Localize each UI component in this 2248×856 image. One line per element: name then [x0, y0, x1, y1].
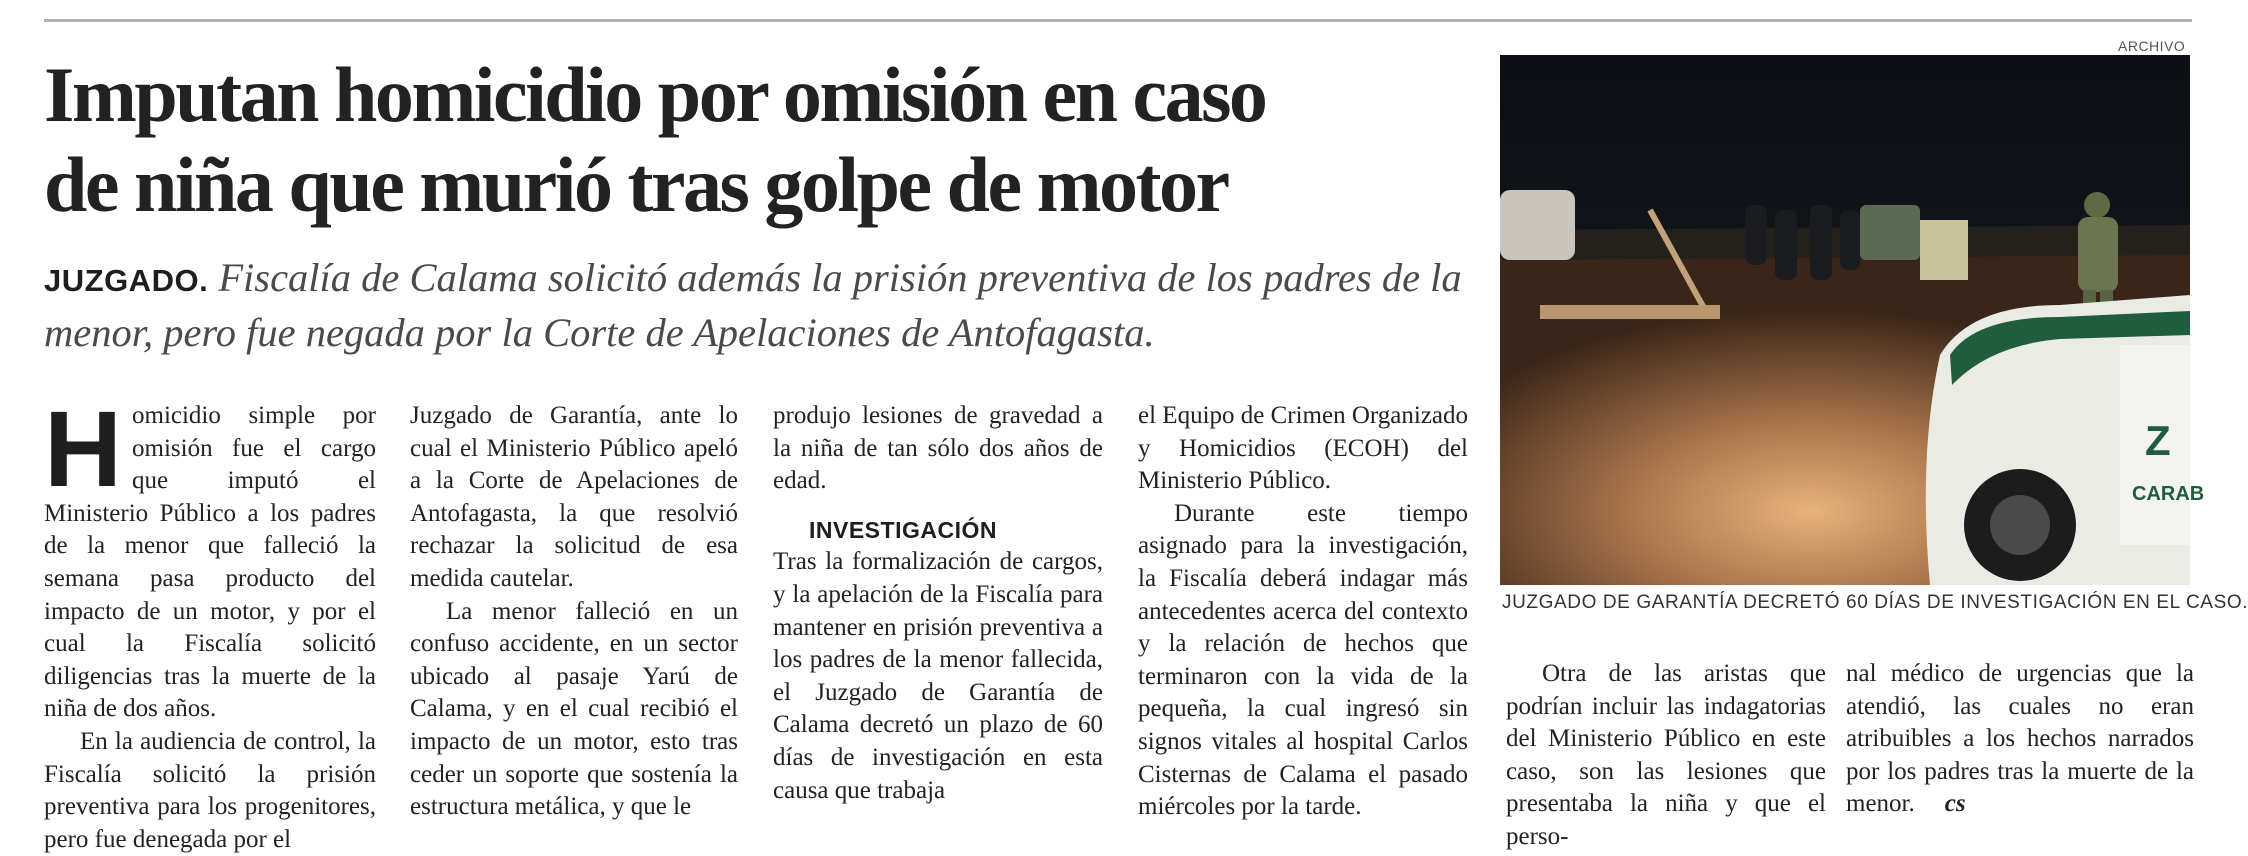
paragraph-text: omicidio simple por omisión fue el cargo que imputó el Ministerio Público a los padres de la menor que falleció la semana pasa producto del impacto de un motor, y por el cual la Fiscalía solicitó diligencias tras la muerte de la niña de dos años.	[44, 402, 376, 723]
paragraph: Otra de las aristas que podrían incluir las indagatorias del Ministerio Público en este caso, son las lesiones que presentaba la niña y que el perso-	[1506, 660, 1826, 850]
paragraph: Durante este tiempo asignado para la investigación, la Fiscalía deberá indagar más antecedentes acerca del contexto y la relación de hechos que terminaron con la vida de la pequeña, la cual ingresó sin signos vitales al hospital Carlos Cisternas de Calama el pasado miércoles por la tarde.	[1138, 499, 1468, 821]
paragraph: el Equipo de Crimen Organizado y Homicidios (ECOH) del Ministerio Público.	[1138, 402, 1469, 495]
paragraph	[44, 388, 376, 726]
photo-caption: JUZGADO DE GARANTÍA DECRETÓ 60 DÍAS DE INVESTIGACIÓN EN EL CASO.	[1502, 592, 2248, 613]
end-mark: cs	[1944, 790, 1966, 818]
paragraph: Tras la formalización de cargos, y la apelación de la Fiscalía para mantener en prisión preventiva a los padres de la menor fallecida, el Juzgado de Garantía de Calama decretó un plazo de 60 días de investigación en esta causa que trabaja	[773, 548, 1103, 804]
article-column-5	[1506, 658, 1826, 854]
kicker: JUZGADO.	[44, 263, 209, 298]
headline	[44, 50, 1494, 230]
subheadline-text: Fiscalía de Calama solicitó además la prisión preventiva de los padres de la menor, pero fue negada por la Corte de Apelaciones de Antofagasta.	[44, 255, 1462, 355]
paragraph-text: nal médico de urgencias que la atendió, las cuales no eran atribuibles a los hechos narrados por los padres tras la muerte de la menor.	[1846, 660, 2194, 818]
paragraph: La menor falleció en un confuso accidente, en un sector ubicado al pasaje Yarú de Calama, y en el cual recibió el impacto de un motor, esto tras ceder un soporte que sostenía la estructura metálica, y que le	[410, 597, 738, 821]
spacer	[773, 498, 1103, 514]
top-rule	[44, 19, 2192, 22]
photo-credit: ARCHIVO	[2118, 38, 2186, 54]
paragraph: produjo lesiones de gravedad a la niña de tan sólo dos años de edad.	[773, 402, 1103, 495]
news-photo	[1500, 55, 2205, 585]
subheadline	[44, 252, 1484, 359]
article-column-4	[1138, 400, 1468, 824]
section-heading: INVESTIGACIÓN	[809, 516, 997, 543]
article-column-2	[410, 400, 738, 824]
vehicle-letter: Z	[2145, 417, 2171, 464]
police-vehicle	[1926, 295, 2204, 585]
parked-car	[1500, 190, 1575, 260]
headline-line-2: de niña que murió tras golpe de motor	[44, 141, 1228, 228]
paragraph	[1846, 658, 2194, 821]
headline-line-1: Imputan homicidio por omisión en caso	[44, 51, 1266, 138]
article-column-1	[44, 388, 376, 856]
night-scene-illustration	[1500, 55, 2205, 585]
article-column-3	[773, 400, 1103, 807]
paragraph: En la audiencia de control, la Fiscalía solicitó la prisión preventiva para los progenitores, pero fue denegada por el	[44, 727, 376, 853]
dropcap: H	[44, 388, 122, 509]
vehicle-lettering: CARAB	[2132, 483, 2205, 505]
article-column-6	[1846, 658, 2194, 821]
paragraph: Juzgado de Garantía, ante lo cual el Ministerio Público apeló a la Corte de Apelaciones de Antofagasta, la que resolvió rechazar la solicitud de esa medida cautelar.	[410, 402, 738, 592]
